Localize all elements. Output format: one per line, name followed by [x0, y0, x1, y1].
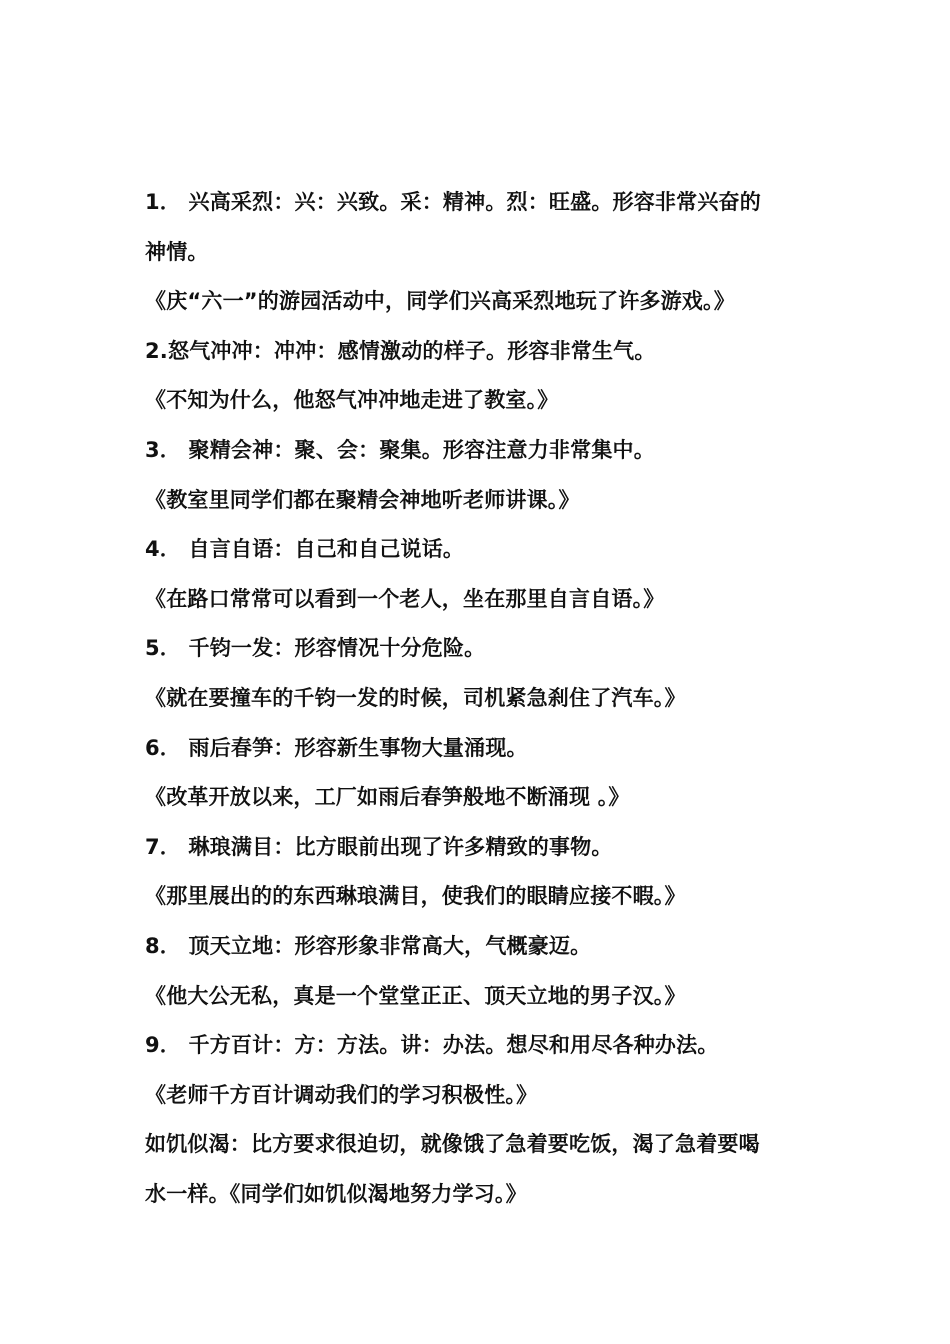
text-line: 6． 雨后春笋：形容新生事物大量涌现。	[145, 735, 528, 760]
text-line: 1． 兴高采烈：兴：兴致。采：精神。烈：旺盛。形容非常兴奋的	[145, 190, 761, 214]
text-line: 《教室里同学们都在聚精会神地听老师讲课。》	[145, 487, 580, 512]
text-line: 2.怒气冲冲：冲冲：感情激动的样子。形容非常生气。	[145, 338, 656, 363]
text-line: 4． 自言自语：自己和自己说话。	[145, 537, 465, 562]
text-line: 8． 顶天立地：形容形象非常高大，气概豪迈。	[145, 933, 592, 958]
text-line: 3． 聚精会神：聚、会：聚集。形容注意力非常集中。	[145, 437, 655, 462]
text-line: 如饥似渴：比方要求很迫切，就像饿了急着要吃饭，渴了急着要喝	[145, 1132, 760, 1157]
text-line: 《在路口常常可以看到一个老人，坐在那里自言自语。》	[145, 586, 665, 611]
text-line: 神情。	[145, 239, 209, 264]
text-line: 《他大公无私，真是一个堂堂正正、顶天立地的男子汉。》	[145, 983, 686, 1008]
text-line: 7． 琳琅满目：比方眼前出现了许多精致的事物。	[145, 834, 613, 859]
text-line: 《那里展出的的东西琳琅满目，使我们的眼睛应接不暇。》	[145, 884, 686, 909]
text-line: 5． 千钧一发：形容情况十分危险。	[145, 636, 486, 661]
idiom-list	[145, 178, 805, 1219]
text-line: 《就在要撞车的千钧一发的时候，司机紧急刹住了汽车。》	[145, 685, 686, 710]
text-line: 《老师千方百计调动我们的学习积极性。》	[145, 1082, 538, 1107]
text-line: 《不知为什么，他怒气冲冲地走进了教室。》	[145, 388, 559, 413]
text-line: 水一样。《同学们如饥似渴地努力学习。》	[145, 1181, 527, 1206]
text-line: 《庆“六一”的游园活动中，同学们兴高采烈地玩了许多游戏。》	[145, 289, 735, 314]
text-line: 9． 千方百计：方：方法。讲：办法。想尽和用尽各种办法。	[145, 1033, 719, 1058]
text-line: 《改革开放以来，工厂如雨后春笋般地不断涌现 。》	[145, 785, 630, 810]
